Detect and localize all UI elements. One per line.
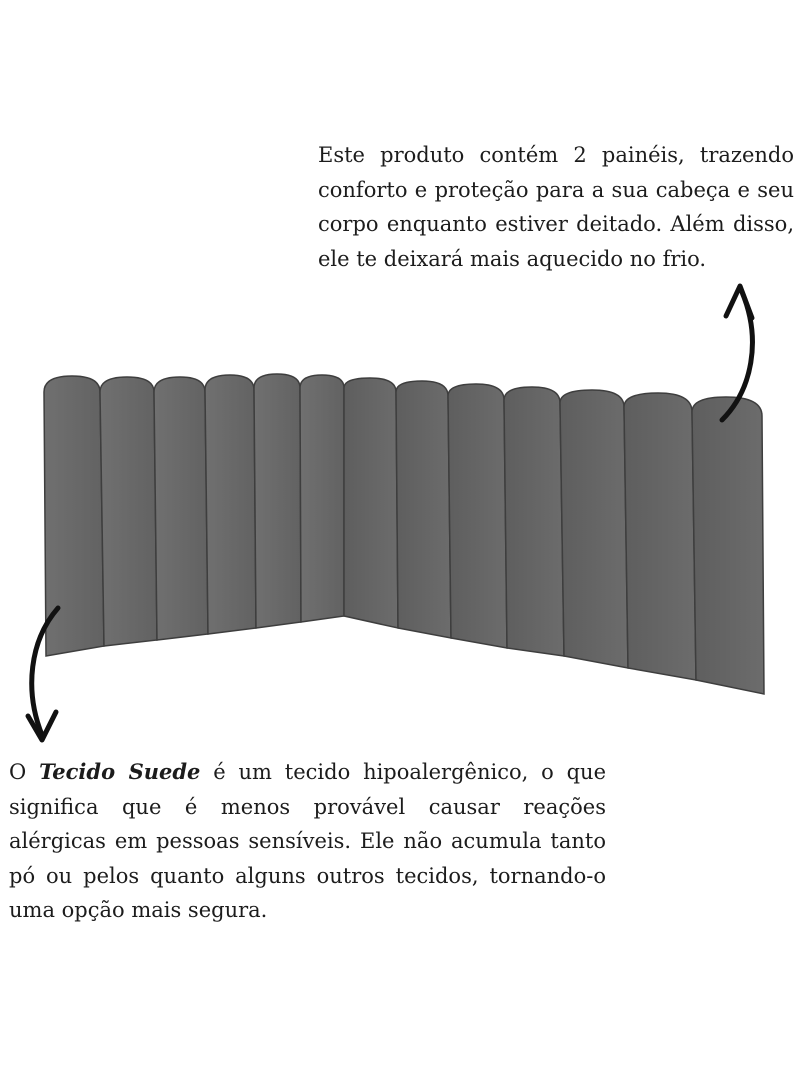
fabric-name-emphasis: Tecido Suede bbox=[39, 759, 201, 784]
top-description-text: Este produto contém 2 painéis, trazendo conforto e proteção para a sua cabeça e seu corpo enquanto estiver deitado. Além disso, ele te deixará mais aquecido no frio. bbox=[318, 143, 794, 271]
bottom-description-text: é um tecido hipoalergênico, o que significa que é menos provável causar reações alérgicas em pessoas sensíveis. Ele não acumula tanto pó ou pelos quanto alguns outros tecidos, tornando-o uma opção mais segura. bbox=[9, 760, 607, 922]
fabric-description-bottom bbox=[9, 755, 606, 928]
bottom-description-prefix: O bbox=[9, 760, 40, 784]
